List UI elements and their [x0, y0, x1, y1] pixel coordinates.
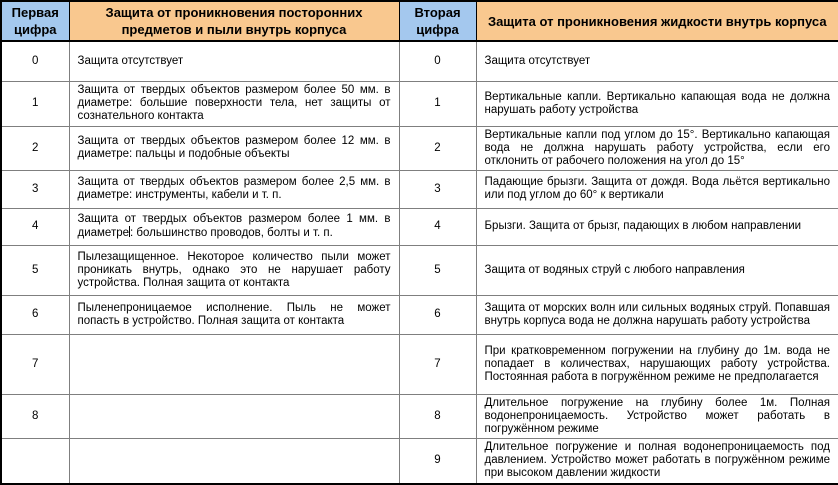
second-digit-cell: 3: [399, 170, 476, 208]
second-digit-cell: 4: [399, 208, 476, 245]
header-liquids-protection: Защита от проникновения жидкости внутрь корпуса: [476, 1, 838, 41]
liquids-desc-cell: Брызги. Защита от брызг, падающих в любом направлении: [476, 208, 838, 245]
header-row: [1, 1, 838, 41]
solids-desc-cell: Защита от твердых объектов размером более 50 мм. в диаметре: большие поверхности тела, нет защиты от сознательного контакта: [69, 81, 399, 126]
liquids-desc-cell: При кратковременном погружении на глубину до 1м. вода не попадает в количествах, нарушающих работу устройства. Постоянная работа в погружённом режиме не предполагается: [476, 334, 838, 394]
table-row: [1, 208, 838, 245]
table-row: [1, 170, 838, 208]
desc-text: : большинство проводов, болты и т. п.: [130, 227, 333, 239]
table-row: [1, 81, 838, 126]
first-digit-cell: 6: [1, 295, 69, 334]
header-solids-protection: Защита от проникновения посторонних предметов и пыли внутрь корпуса: [69, 1, 399, 41]
liquids-desc-cell: Вертикальные капли под углом до 15°. Вертикально капающая вода не должна нарушать работу устройства, если его отклонить от рабочего положения на угол до 15°: [476, 126, 838, 170]
second-digit-cell: 7: [399, 334, 476, 394]
liquids-desc-cell: Вертикальные капли. Вертикально капающая вода не должна нарушать работу устройства: [476, 81, 838, 126]
table-row: [1, 41, 838, 81]
second-digit-cell: 6: [399, 295, 476, 334]
first-digit-cell: 8: [1, 394, 69, 438]
second-digit-cell: 8: [399, 394, 476, 438]
solids-desc-cell: [69, 208, 399, 245]
table-row: [1, 438, 838, 484]
liquids-desc-cell: Падающие брызги. Защита от дождя. Вода льётся вертикально или под углом до 60° к вертикали: [476, 170, 838, 208]
second-digit-cell: 2: [399, 126, 476, 170]
second-digit-cell: 5: [399, 245, 476, 295]
first-digit-cell: 5: [1, 245, 69, 295]
header-first-digit: Первая цифра: [1, 1, 69, 41]
solids-desc-cell: Пылезащищенное. Некоторое количество пыли может проникать внутрь, однако это не нарушает работу устройства. Полная защита от контакта: [69, 245, 399, 295]
solids-desc-cell: Защита отсутствует: [69, 41, 399, 81]
first-digit-cell: 1: [1, 81, 69, 126]
solids-desc-cell: Защита от твердых объектов размером более 12 мм. в диаметре: пальцы и подобные объекты: [69, 126, 399, 170]
first-digit-cell: 3: [1, 170, 69, 208]
table-row: [1, 245, 838, 295]
liquids-desc-cell: Длительное погружение на глубину более 1м. Полная водонепроницаемость. Устройство может работать в погружённом режиме: [476, 394, 838, 438]
liquids-desc-cell: Защита от морских волн или сильных водяных струй. Попавшая внутрь корпуса вода не должна нарушать работу устройства: [476, 295, 838, 334]
second-digit-cell: 0: [399, 41, 476, 81]
header-second-digit: Вторая цифра: [399, 1, 476, 41]
desc-text: Защита от твердых объектов размером более 1 мм. в диаметре: [77, 213, 391, 239]
solids-desc-cell: Пыленепроницаемое исполнение. Пыль не может попасть в устройство. Полная защита от контакта: [69, 295, 399, 334]
liquids-desc-cell: Защита от водяных струй с любого направления: [476, 245, 838, 295]
table-row: [1, 334, 838, 394]
solids-desc-cell: [69, 394, 399, 438]
liquids-desc-cell: Длительное погружение и полная водонепроницаемость под давлением. Устройство может работать в погружённом режиме при высоком давлении жидкости: [476, 438, 838, 484]
table-row: [1, 126, 838, 170]
second-digit-cell: 9: [399, 438, 476, 484]
table-row: [1, 295, 838, 334]
first-digit-cell: 4: [1, 208, 69, 245]
first-digit-cell: 0: [1, 41, 69, 81]
first-digit-cell: 2: [1, 126, 69, 170]
solids-desc-cell: Защита от твердых объектов размером более 2,5 мм. в диаметре: инструменты, кабели и т. п.: [69, 170, 399, 208]
solids-desc-cell: [69, 334, 399, 394]
solids-desc-cell: [69, 438, 399, 484]
first-digit-cell: [1, 438, 69, 484]
first-digit-cell: 7: [1, 334, 69, 394]
table-row: [1, 394, 838, 438]
liquids-desc-cell: Защита отсутствует: [476, 41, 838, 81]
second-digit-cell: 1: [399, 81, 476, 126]
